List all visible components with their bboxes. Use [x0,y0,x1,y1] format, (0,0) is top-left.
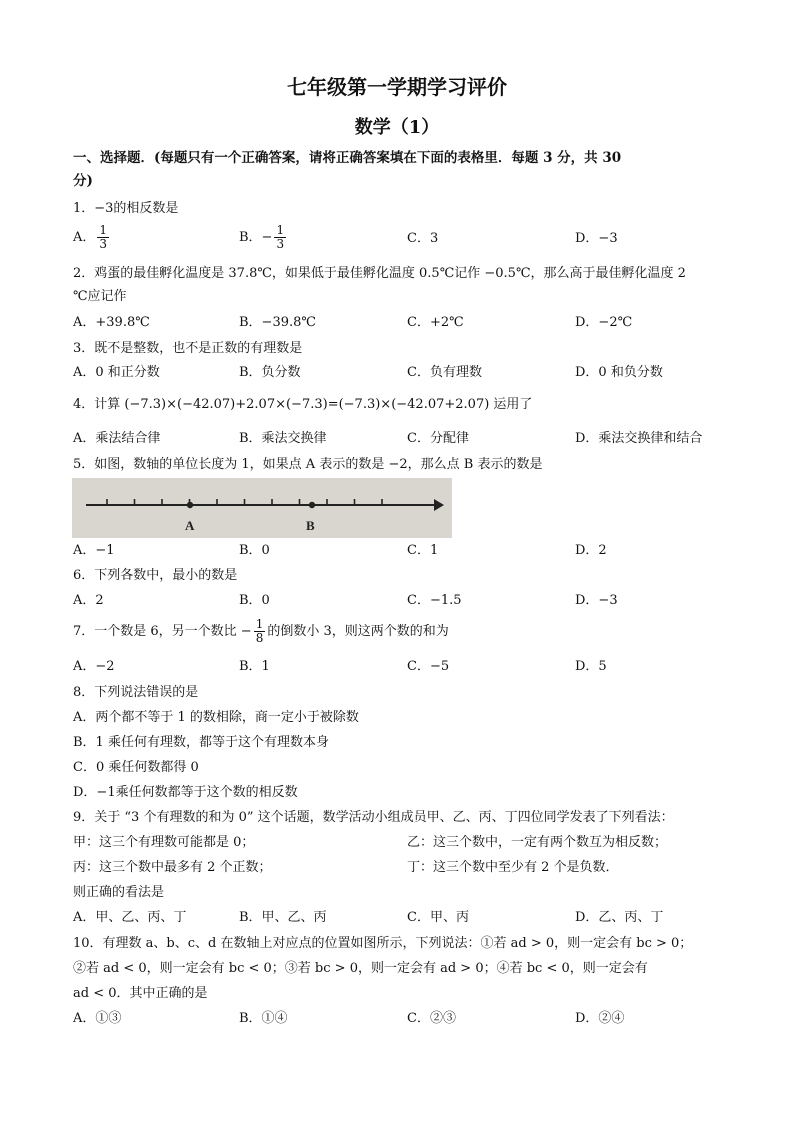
q2-option-d: D．−2℃ [575,315,633,330]
q8-option-c: C．0 乘任何数都得 0 [73,760,199,775]
q5-option-b: B．0 [239,543,270,558]
point-a-label: A [185,518,195,533]
page-subtitle: 数学（1） [354,117,440,138]
section-heading-cont: 分) [73,173,93,189]
q3-stem: 3．既不是整数，也不是正数的有理数是 [73,341,303,356]
q1-option-b: B．− $\frac{1}{3}$ [239,223,285,251]
q6-option-c: C．−1.5 [407,593,462,608]
q4-stem: 4．计算 (−7.3)×(−42.07)+2.07×(−7.3)=(−7.3)×(−42.07+2.07) 运用了 [73,397,533,412]
q9-option-d: D．乙、丙、丁 [575,910,664,925]
q9-option-b: B．甲、乙、丙 [239,910,327,925]
q7-stem: 7．一个数是 6，另一个数比 − $\frac{1}{8}$ 的倒数小 3，则这两个数的和为 [73,617,449,645]
q4-option-b: B．乘法交换律 [239,431,327,446]
q1-a-fraction: $\frac{1}{3}$ [99,223,108,251]
section-heading: 一、选择题．(每题只有一个正确答案，请将正确答案填在下面的表格里．每题 3 分，共 30 [73,150,622,166]
q8-stem: 8．下列说法错误的是 [73,685,199,700]
q9-view-ding: 丁：这三个数中至少有 2 个是负数． [407,860,619,875]
q5-option-c: C．1 [407,543,439,558]
point-b-dot [309,502,315,508]
q10-stem-cont2: ad < 0．其中正确的是 [73,986,208,1001]
q10-stem-cont1: ②若 ad < 0，则一定会有 bc < 0；③若 bc > 0，则一定会有 ad > 0；④若 bc < 0，则一定会有 [73,961,648,976]
q9-option-a: A．甲、乙、丙、丁 [73,910,187,925]
q10-option-d: D．②④ [575,1011,625,1026]
q2-option-a: A．+39.8℃ [73,315,150,330]
q9-view-bing: 丙：这三个数中最多有 2 个正数； [73,860,272,875]
q10-stem: 10．有理数 a、b、c、d 在数轴上对应点的位置如图所示，下列说法：①若 ad > 0，则一定会有 bc > 0； [73,936,693,951]
point-a-dot [187,502,193,508]
q7-option-a: A．−2 [73,659,115,674]
q3-option-b: B．负分数 [239,365,301,380]
q9-stem: 9．关于 “3 个有理数的和为 0” 这个话题，数学活动小组成员甲、乙、丙、丁四位同学发表了下列看法： [73,810,674,825]
q2-stem: 2．鸡蛋的最佳孵化温度是 37.8℃，如果低于最佳孵化温度 0.5℃记作 −0.5℃，那么高于最佳孵化温度 2 [73,266,686,281]
q7-option-c: C．−5 [407,659,450,674]
q7-fraction: $\frac{1}{8}$ [255,617,264,645]
q2-option-b: B．−39.8℃ [239,315,316,330]
q5-option-d: D．2 [575,543,607,558]
q1-option-a: A． $\frac{1}{3}$ [73,223,108,251]
q10-option-b: B．①④ [239,1011,288,1026]
point-b-label: B [306,518,315,533]
q4-option-a: A．乘法结合律 [73,431,161,446]
number-line-figure [72,478,452,538]
q2-stem-cont: ℃应记作 [73,289,127,304]
q3-option-a: A．0 和正分数 [73,365,160,380]
q1-option-c: C．3 [407,231,439,246]
q1-stem: 1．−3的相反数是 [73,201,179,216]
q9-view-yi: 乙：这三个数中，一定有两个数互为相反数； [407,835,668,850]
q3-option-c: C．负有理数 [407,365,482,380]
q8-option-b: B．1 乘任何有理数，都等于这个有理数本身 [73,735,329,750]
q7-option-d: D．5 [575,659,607,674]
q1-b-fraction: $\frac{1}{3}$ [276,223,285,251]
q9-ask: 则正确的看法是 [73,885,165,900]
q4-option-d: D．乘法交换律和结合 [575,431,703,446]
q6-option-d: D．−3 [575,593,618,608]
page-title: 七年级第一学期学习评价 [287,75,507,99]
q10-option-a: A．①③ [73,1011,122,1026]
q8-option-d: D．−1乘任何数都等于这个数的相反数 [73,785,298,800]
q10-option-c: C．②③ [407,1011,456,1026]
number-line-svg [72,478,452,538]
q9-view-jia: 甲：这三个有理数可能都是 0； [73,835,255,850]
q8-option-a: A．两个都不等于 1 的数相除，商一定小于被除数 [73,710,359,725]
q1-option-d: D．−3 [575,231,618,246]
q9-option-c: C．甲、丙 [407,910,469,925]
q6-stem: 6．下列各数中，最小的数是 [73,568,238,583]
q6-option-a: A．2 [73,593,104,608]
q5-option-a: A．−1 [73,543,115,558]
arrow-icon [434,499,444,511]
q6-option-b: B．0 [239,593,270,608]
q3-option-d: D．0 和负分数 [575,365,663,380]
q4-option-c: C．分配律 [407,431,469,446]
q5-stem: 5．如图，数轴的单位长度为 1，如果点 A 表示的数是 −2，那么点 B 表示的数是 [73,457,543,472]
q2-option-c: C．+2℃ [407,315,464,330]
q7-option-b: B．1 [239,659,270,674]
